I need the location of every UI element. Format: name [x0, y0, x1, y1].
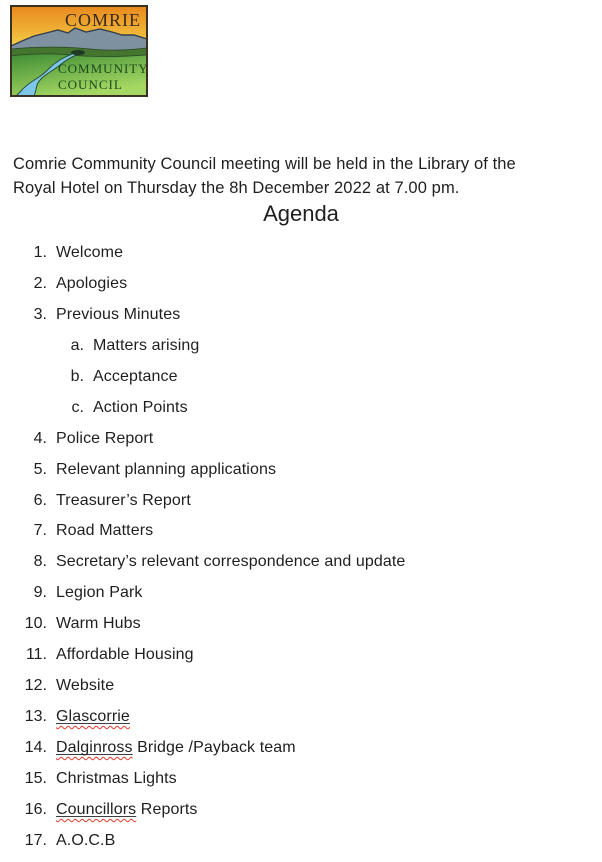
- item-number: 16.: [24, 800, 47, 818]
- agenda-item-1: [0, 243, 602, 274]
- agenda-item-17: [0, 831, 602, 862]
- agenda-item-3: [0, 305, 602, 336]
- subitem-letter: b.: [70, 367, 84, 385]
- item-number: 9.: [33, 584, 47, 602]
- announcement-line-2: Royal Hotel on Thursday the 8h December 2022 at 7.00 pm.: [13, 178, 460, 197]
- agenda-item-5: [0, 460, 602, 491]
- item-number: 6.: [33, 491, 47, 509]
- subitem-text: Action Points: [93, 398, 188, 416]
- agenda-item-2: [0, 274, 602, 305]
- agenda-item-8: [0, 552, 602, 583]
- item-text: Christmas Lights: [56, 769, 177, 787]
- item-number: 1.: [33, 244, 47, 261]
- logo-subtitle-council: COUNCIL: [58, 77, 123, 92]
- agenda-item-13: [0, 707, 602, 738]
- item-text: [47, 707, 130, 727]
- item-text-rest: Reports: [136, 800, 198, 818]
- item-text: Apologies: [56, 274, 128, 292]
- item-number: 3.: [33, 305, 47, 323]
- misspelled-word: Dalginross: [56, 739, 133, 756]
- item-text: A.O.C.B: [56, 831, 116, 849]
- agenda-item-6: [0, 491, 602, 522]
- announcement-line-1: Comrie Community Council meeting will be held in the Library of the: [13, 154, 516, 173]
- meeting-announcement: [13, 152, 591, 200]
- item-number: 14.: [24, 739, 47, 756]
- item-text: [47, 738, 296, 758]
- item-text: Treasurer’s Report: [56, 491, 191, 509]
- agenda-item-16: [0, 800, 602, 831]
- item-text: Relevant planning applications: [56, 460, 277, 478]
- subitem-letter: c.: [71, 398, 84, 416]
- item-number: 7.: [33, 522, 47, 540]
- item-text: Road Matters: [56, 522, 154, 540]
- agenda-heading: Agenda: [263, 201, 339, 226]
- item-number: 17.: [24, 831, 47, 849]
- item-number: 11.: [25, 646, 47, 664]
- item-text: Legion Park: [56, 584, 143, 602]
- agenda-item-11: [0, 645, 602, 676]
- misspelled-word: Glascorrie: [56, 708, 130, 726]
- agenda-item-12: [0, 676, 602, 707]
- item-number: 5.: [33, 460, 47, 478]
- item-number: 15.: [24, 769, 47, 787]
- item-text: [47, 800, 198, 820]
- logo-subtitle-community: COMMUNITY: [58, 61, 148, 76]
- agenda-item-9: [0, 583, 602, 614]
- item-text: Previous Minutes: [56, 305, 181, 323]
- item-text: Secretary’s relevant correspondence and update: [56, 553, 406, 571]
- item-text: Affordable Housing: [56, 646, 194, 664]
- agenda-subitem-c: [0, 398, 602, 429]
- agenda-item-15: [0, 769, 602, 800]
- logo-river-source: [71, 50, 85, 55]
- subitem-text: Matters arising: [93, 336, 200, 354]
- item-number: 12.: [24, 677, 47, 695]
- agenda-item-7: [0, 521, 602, 552]
- item-number: 4.: [33, 429, 47, 447]
- community-council-logo: [10, 5, 148, 97]
- agenda-item-10: [0, 614, 602, 645]
- agenda-list: [0, 243, 602, 862]
- agenda-subitem-a: [0, 336, 602, 367]
- item-text: Warm Hubs: [56, 615, 141, 633]
- item-number: 2.: [33, 274, 47, 292]
- agenda-item-4: [0, 429, 602, 460]
- subitem-text: Acceptance: [93, 367, 178, 385]
- subitem-letter: a.: [70, 336, 84, 354]
- logo-title: COMRIE: [64, 10, 142, 30]
- item-text: Website: [56, 677, 115, 695]
- item-text-rest: Bridge /Payback team: [132, 739, 296, 756]
- agenda-item-14: [0, 738, 602, 769]
- agenda-subitem-b: [0, 367, 602, 398]
- logo-artwork: [10, 5, 148, 97]
- item-text: Welcome: [56, 244, 124, 261]
- item-text: Police Report: [56, 429, 154, 447]
- item-number: 13.: [24, 708, 47, 726]
- item-number: 8.: [33, 553, 47, 571]
- item-number: 10.: [24, 615, 47, 633]
- misspelled-word: Councillors: [56, 800, 137, 818]
